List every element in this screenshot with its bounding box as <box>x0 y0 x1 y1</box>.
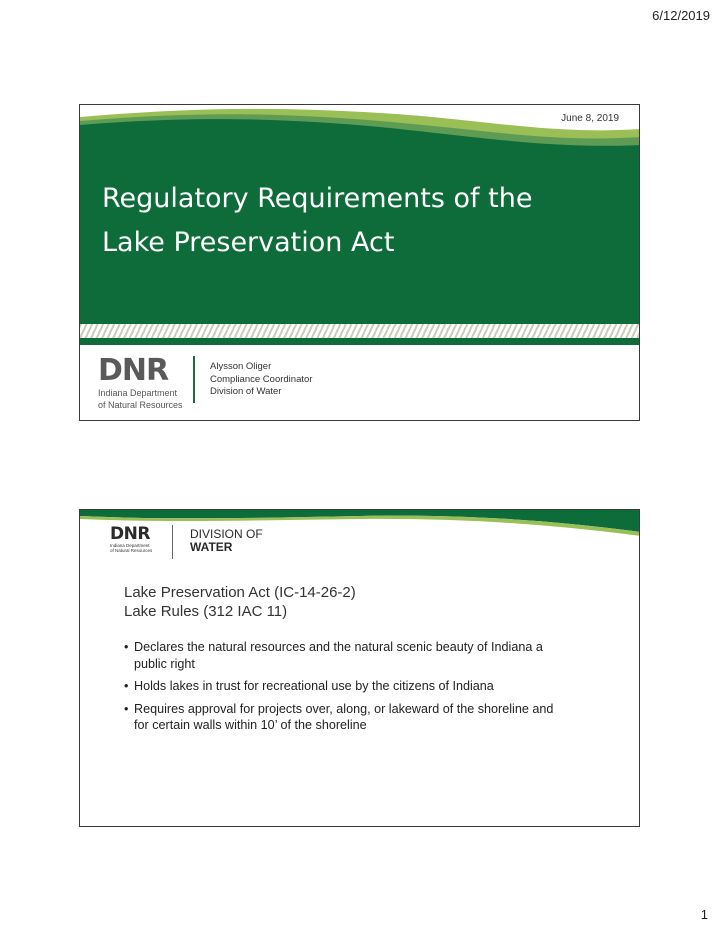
print-date: 6/12/2019 <box>652 8 710 23</box>
slide-heading <box>124 583 356 621</box>
division-logo-line-2: WATER <box>190 540 233 554</box>
presenter-name: Alysson Oliger <box>210 361 272 372</box>
dnr-logo-line-2: of Natural Resources <box>110 548 153 553</box>
dnr-wordmark: DNR <box>110 524 150 544</box>
title-slide <box>79 104 640 421</box>
dnr-logo-small <box>110 526 152 553</box>
dnr-logo-line-1: Indiana Department <box>110 543 150 548</box>
heading-line-1: Lake Preservation Act (IC-14-26-2) <box>124 584 356 601</box>
title-line-2: Lake Preservation Act <box>102 227 395 258</box>
heading-line-2: Lake Rules (312 IAC 11) <box>124 603 288 620</box>
division-logo-line-1: DIVISION OF <box>190 527 263 541</box>
logo-divider <box>193 356 195 403</box>
presenter-info <box>210 361 312 399</box>
division-of-water-logo <box>190 528 263 554</box>
page-number: 1 <box>700 907 708 922</box>
presenter-role: Compliance Coordinator <box>210 373 313 385</box>
bullet-item: • Requires approval for projects over, along, or lakeward of the shoreline and for certain walls within 10’ of the shoreline <box>124 701 564 734</box>
header-swoosh <box>80 510 640 540</box>
dnr-wordmark: DNR <box>98 353 169 388</box>
slide-date: June 8, 2019 <box>561 113 619 124</box>
dnr-logo-line-2: of Natural Resources <box>98 400 183 410</box>
presenter-division: Division of Water <box>210 386 282 397</box>
dnr-logo <box>98 353 198 410</box>
title-line-1: Regulatory Requirements of the <box>102 183 533 214</box>
logo-divider <box>172 525 173 559</box>
dnr-logo-line-1: Indiana Department <box>98 388 178 398</box>
hatched-divider <box>80 324 640 338</box>
bullet-item: • Declares the natural resources and the natural scenic beauty of Indiana a public right <box>124 639 564 672</box>
bullet-item: • Holds lakes in trust for recreational use by the citizens of Indiana <box>124 678 564 695</box>
slide-title <box>102 177 582 265</box>
content-slide <box>79 509 640 827</box>
bullet-list <box>124 639 564 740</box>
